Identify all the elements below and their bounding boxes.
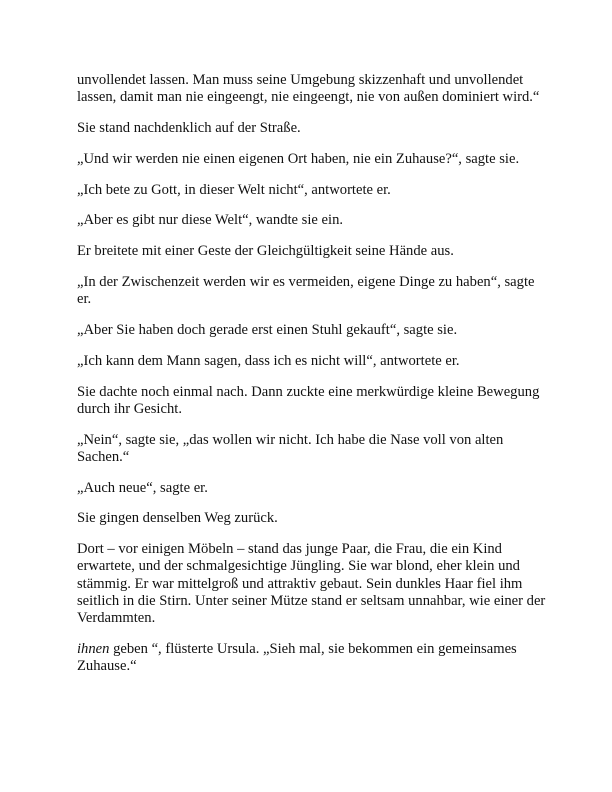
paragraph-15-text: geben “, flüsterte Ursula. „Sieh mal, sie bekommen ein gemeinsames Zuhause.“	[77, 640, 517, 674]
paragraph-1: unvollendet lassen. Man muss seine Umgebung skizzenhaft und unvollendet lassen, damit man nie eingeengt, nie eingeengt, nie von außen dominiert wird.“	[77, 72, 540, 106]
paragraph-11: „Nein“, sagte sie, „das wollen wir nicht. Ich habe die Nase voll von alten Sachen.“	[77, 431, 504, 465]
paragraph-9: „Ich kann dem Mann sagen, dass ich es nicht will“, antwortete er.	[77, 352, 460, 369]
paragraph-12: „Auch neue“, sagte er.	[77, 479, 208, 496]
paragraph-5: „Aber es gibt nur diese Welt“, wandte sie ein.	[77, 212, 344, 229]
paragraph-2: Sie stand nachdenklich auf der Straße.	[77, 120, 301, 136]
paragraph-10: Sie dachte noch einmal nach. Dann zuckte eine merkwürdige kleine Bewegung durch ihr Gesicht.	[77, 383, 540, 417]
paragraph-13: Sie gingen denselben Weg zurück.	[77, 510, 278, 527]
paragraph-7: „In der Zwischenzeit werden wir es vermeiden, eigene Dinge zu haben“, sagte er.	[77, 273, 535, 308]
paragraph-3: „Und wir werden nie einen eigenen Ort haben, nie ein Zuhause?“, sagte sie.	[77, 150, 520, 167]
paragraph-15	[77, 641, 547, 675]
paragraph-8: „Aber Sie haben doch gerade erst einen Stuhl gekauft“, sagte sie.	[77, 321, 458, 338]
document-page	[77, 72, 547, 689]
paragraph-14: Dort – vor einigen Möbeln – stand das junge Paar, die Frau, die ein Kind erwartete, und der schmalgesichtige Jüngling. Sie war blond, eher klein und stämmig. Er war mittelgroß und attraktiv gebaut. Sein dunkles Haar fiel ihm seitlich in die Stirn. Unter seiner Mütze stand er seltsam unnahbar, wie einer der Verdammten.	[77, 541, 546, 626]
paragraph-4: „Ich bete zu Gott, in dieser Welt nicht“, antwortete er.	[77, 181, 391, 198]
italic-word: ihnen	[77, 640, 110, 657]
paragraph-6: Er breitete mit einer Geste der Gleichgültigkeit seine Hände aus.	[77, 243, 454, 260]
